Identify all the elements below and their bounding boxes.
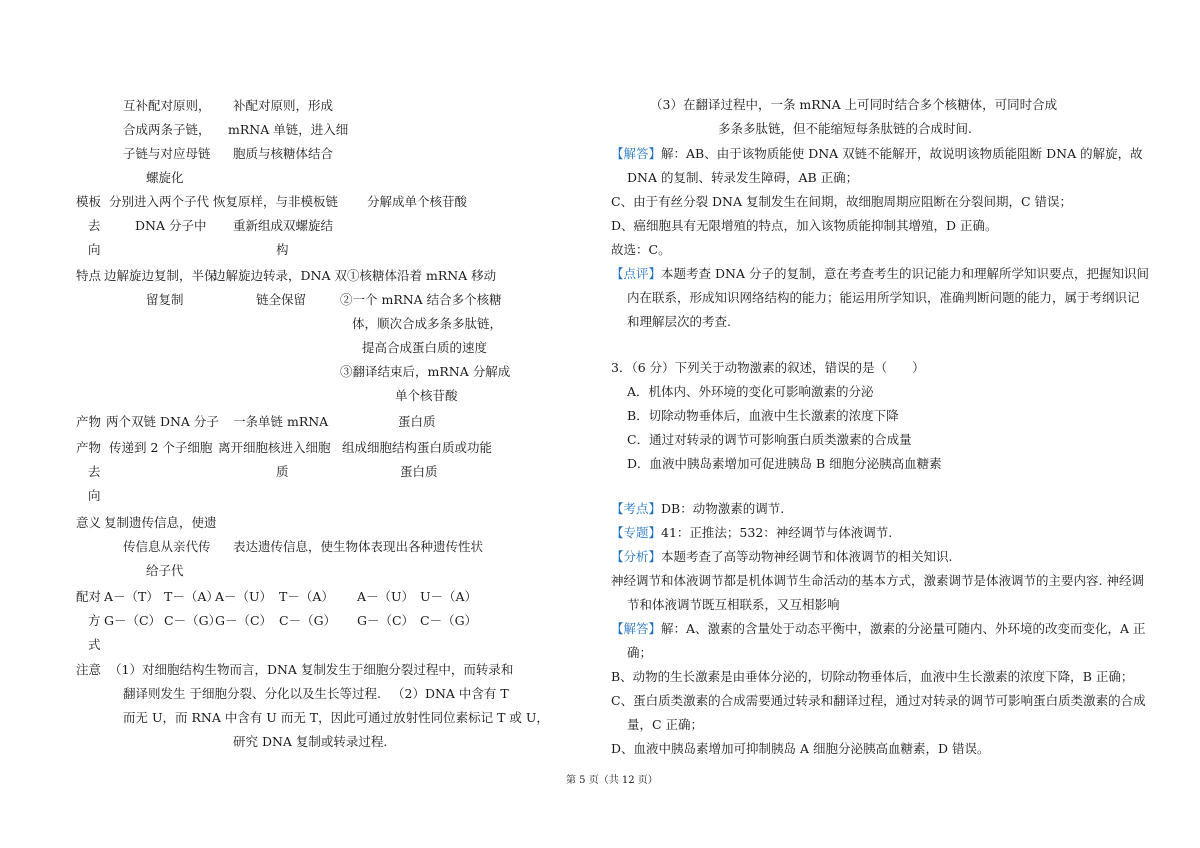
option-b: B．切除动物垂体后，血液中生长激素的浓度下降 [627,408,899,423]
table-cell: 单个核苷酸 [395,388,458,403]
row-label: 模板 [76,194,102,209]
table-cell: C－（G） [420,613,478,628]
text-line: 多条多肽链，但不能缩短每条肽链的合成时间. [718,121,972,136]
table-cell: 补配对原则，形成 [233,98,334,113]
comment-tag: 【点评】 [611,266,662,281]
note-line: （2）DNA 中含有 T [392,686,509,701]
table-cell: 给子代 [146,563,184,578]
row-label: 配对 [76,589,102,604]
table-cell: A－（U） [215,589,273,604]
table-cell: 分别进入两个子代 [109,194,210,209]
answer-line: 【解答】解：AB、由于该物质能使 DNA 双链不能解开，故说明该物质能阻断 DNA 的解旋，故 [611,146,1143,161]
text-line: 量，C 正确； [627,717,704,732]
row-label: 产物 [76,414,102,429]
table-cell: 传信息从亲代传 [123,539,211,554]
table-cell: U－（A） [420,589,478,604]
row-label: 意义 [76,515,102,530]
text-line: 确； [627,645,653,660]
kaodian-tag: 【考点】 [611,501,662,516]
table-cell: 构 [276,242,289,257]
table-cell: mRNA 单链，进入细 [228,122,349,137]
table-cell: 蛋白质 [400,464,438,479]
row-label: 向 [88,242,101,257]
table-cell: 合成两条子链， [123,122,211,137]
table-cell: 分解成单个核苷酸 [367,194,468,209]
table-cell: C－（G） [164,613,222,628]
table-cell: 边解旋边转录，DNA 双 [213,268,347,283]
text-line: C、蛋白质类激素的合成需要通过转录和翻译过程，通过对转录的调节可影响蛋白质类激素的合成 [611,693,1146,708]
table-cell: 两个双链 DNA 分子 [106,414,219,429]
table-cell: 螺旋化 [146,170,184,185]
text-line: D、血液中胰岛素增加可抑制胰岛 A 细胞分泌胰高血糖素，D 错误。 [611,741,990,756]
zhuanti-tag: 【专题】 [611,525,662,540]
option-a: A．机体内、外环境的变化可影响激素的分泌 [627,384,874,399]
table-cell: G－（C） [215,613,273,628]
table-cell: ②一个 mRNA 结合多个核糖 [340,292,502,307]
text-line: 故选：C。 [611,242,671,257]
comment-line: 【点评】本题考查 DNA 分子的复制，意在考查考生的识记能力和理解所学知识要点，把握知识间 [611,266,1149,281]
answer-tag: 【解答】 [611,621,662,636]
table-cell: 提高合成蛋白质的速度 [362,340,488,355]
fenxi-line: 【分析】本题考查了高等动物神经调节和体液调节的相关知识. [611,549,953,564]
table-cell: 边解旋边复制，半保 [104,268,217,283]
table-cell: 链全保留 [256,292,307,307]
note-line: 翻译则发生 于细胞分裂、分化以及生长等过程. [123,686,381,701]
table-cell: A－（T） [104,589,159,604]
table-cell: 一条单链 mRNA [233,414,329,429]
text-line: 神经调节和体液调节都是机体调节生命活动的基本方式，激素调节是体液调节的主要内容. 神经调 [611,573,1144,588]
kaodian-line: 【考点】DB：动物激素的调节. [611,501,785,516]
text-line: 和理解层次的考查. [627,314,731,329]
option-d: D．血液中胰岛素增加可促进胰岛 B 细胞分泌胰高血糖素 [627,456,942,471]
note-line: （1）对细胞结构生物而言，DNA 复制发生于细胞分裂过程中，而转录和 [109,662,514,677]
table-cell: 子链与对应母链 [123,146,211,161]
note-line: 而无 U，而 RNA 中含有 U 而无 T，因此可通过放射性同位素标记 T 或 U， [123,710,549,725]
row-label: 去 [88,218,101,233]
table-cell: A－（U） [357,589,415,604]
table-cell: 传递到 2 个子细胞 [109,440,213,455]
table-cell: 复制遗传信息，使遗 [104,515,217,530]
table-cell: DNA 分子中 [135,218,207,233]
row-label: 向 [88,488,101,503]
text-line: C、由于有丝分裂 DNA 复制发生在间期，故细胞周期应阻断在分裂间期，C 错误； [611,194,1073,209]
page-footer: 第 5 页（共 12 页） [566,775,658,786]
note-line: 研究 DNA 复制或转录过程. [233,734,388,749]
text-line: D、癌细胞具有无限增殖的特点，加入该物质能抑制其增殖，D 正确。 [611,218,998,233]
zhuanti-line: 【专题】41：正推法；532：神经调节与体液调节. [611,525,893,540]
table-cell: 质 [276,464,289,479]
answer-line: 【解答】解：A、激素的含量处于动态平衡中，激素的分泌量可随内、外环境的改变而变化，A 正 [611,621,1146,636]
table-cell: C－（G） [279,613,337,628]
table-cell: 表达遗传信息，使生物体表现出各种遗传性状 [233,539,484,554]
table-cell: 互补配对原则， [123,98,211,113]
text-line: 节和体液调节既互相联系，又互相影响 [627,597,840,612]
table-cell: 恢复原样，与非模板链 [213,194,339,209]
row-label: 特点 [76,268,102,283]
table-cell: 重新组成双螺旋结 [233,218,334,233]
text-line: DNA 的复制、转录发生障碍，AB 正确； [627,170,859,185]
text-line: （3）在翻译过程中，一条 mRNA 上可同时结合多个核糖体，可同时合成 [650,97,1058,112]
option-c: C．通过对转录的调节可影响蛋白质类激素的合成量 [627,432,912,447]
table-cell: ③翻译结束后，mRNA 分解成 [340,364,511,379]
table-cell: 蛋白质 [398,414,436,429]
row-label: 方 [88,613,101,628]
text-line: B、动物的生长激素是由垂体分泌的，切除动物垂体后，血液中生长激素的浓度下降，B 正确； [611,669,1134,684]
row-label: 去 [88,464,101,479]
table-cell: 离开细胞核进入细胞 [218,440,331,455]
table-cell: G－（C） [104,613,162,628]
row-label: 注意 [76,662,102,677]
table-cell: T－（A） [279,589,334,604]
row-label: 产物 [76,440,102,455]
table-cell: 组成细胞结构蛋白质或功能 [342,440,493,455]
table-cell: 留复制 [146,292,184,307]
row-label: 式 [88,637,101,652]
table-cell: G－（C） [357,613,415,628]
table-cell: 体，顺次合成多条多肽链， [352,316,503,331]
question-stem: 3．（6 分）下列关于动物激素的叙述，错误的是（ ） [611,360,925,375]
table-cell: ①核糖体沿着 mRNA 移动 [347,268,497,283]
answer-tag: 【解答】 [611,146,662,161]
text-line: 内在联系，形成知识网络结构的能力；能运用所学知识，准确判断问题的能力，属于考纲识记 [627,290,1140,305]
fenxi-tag: 【分析】 [611,549,662,564]
table-cell: T－（A） [164,589,219,604]
table-cell: 胞质与核糖体结合 [233,146,334,161]
